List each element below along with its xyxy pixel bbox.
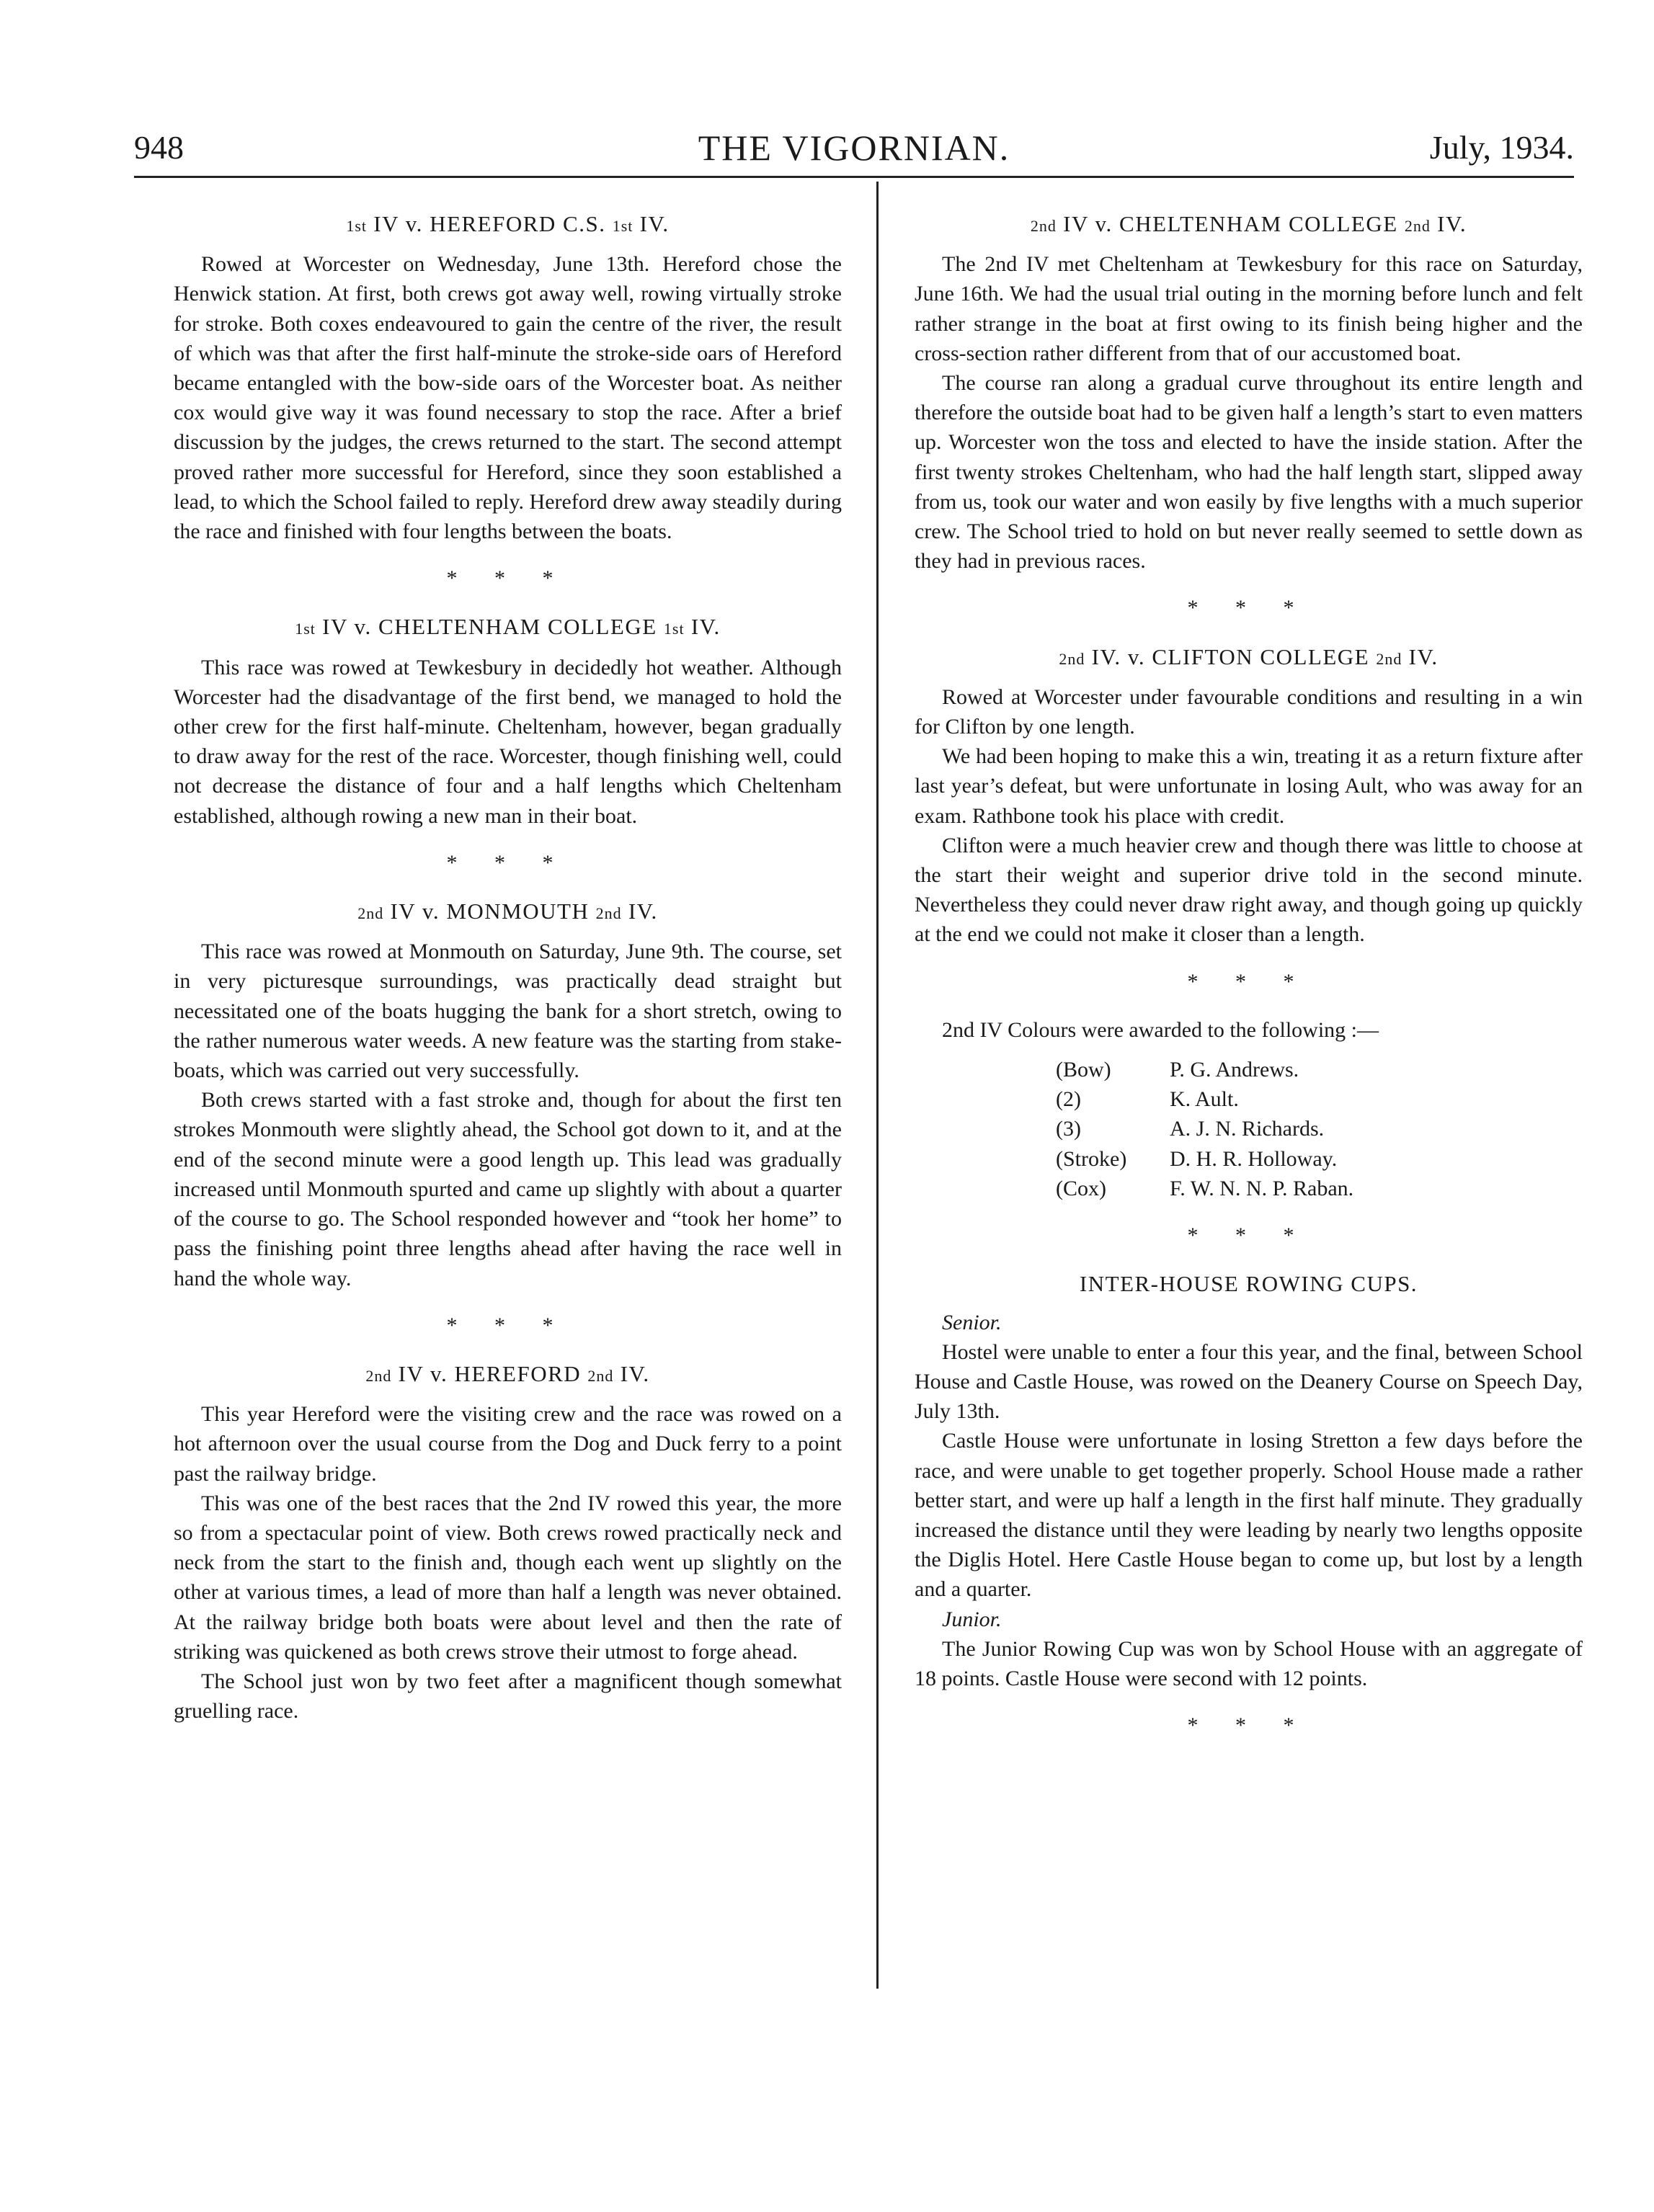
paragraph: This was one of the best races that the 2nd IV rowed this year, the more so from a spectacular point of view. Both crews rowed practically neck and neck from the start to the finish and, though each went up slightly on the other at various times, a lead of more than half a length was never obtained. At the railway bridge both boats were about level and then the rate of striking was quickened as both crews strove their utmost to forge ahead. — [174, 1491, 842, 1664]
crew-row — [1056, 1114, 1353, 1143]
section-separator: * * * — [1187, 1713, 1310, 1738]
paragraph: Rowed at Worcester on Wednesday, June 13th. Hereford chose the Henwick station. At first, both crews got away well, rowing virtually stroke for stroke. Both coxes endeavoured to gain the centre of the river, the result of which was that after the first half-minute the stroke-side oars of Hereford became entangled with the bow-side oars of the Worcester boat. As neither cox would give way it was found necessary to stop the race. After a brief discussion by the judges, the crews returned to the start. The second attempt proved rather more successful for Hereford, since they soon established a lead, to which the School failed to reply. Hereford drew away steadily during the race and finished with four lengths between the boats. — [174, 252, 842, 544]
section-separator: * * * — [1187, 596, 1310, 620]
crew-name: F. W. N. N. P. Raban. — [1170, 1176, 1354, 1200]
page-number: 948 — [134, 129, 184, 166]
section-separator: * * * — [1187, 1223, 1310, 1248]
section-separator: * * * — [446, 566, 569, 591]
crew-row — [1056, 1084, 1353, 1114]
crew-name: P. G. Andrews. — [1170, 1058, 1299, 1082]
crew-position: (2) — [1056, 1087, 1081, 1112]
colours-crew-list — [1056, 1055, 1353, 1203]
journal-title: THE VIGORNIAN. — [698, 128, 1010, 168]
paragraph: The Junior Rowing Cup was won by School House with an aggregate of 18 points. Castle House were second with 12 points. — [915, 1636, 1583, 1690]
section-heading: INTER-HOUSE ROWING CUPS. — [1079, 1271, 1418, 1297]
paragraph: The course ran along a gradual curve throughout its entire length and therefore the outside boat had to be given half a length’s start to even matters up. Worcester won the toss and elected to have the inside station. After the first twenty strokes Cheltenham, who had the half length start, slipped away from us, took our water and won easily by five lengths with a much superior crew. The School tried to hold on but never really seemed to settle down as they had in previous races. — [915, 371, 1583, 574]
paragraph: Rowed at Worcester under favourable conditions and resulting in a win for Clifton by one length. — [915, 684, 1583, 739]
paragraph: This race was rowed at Tewkesbury in decidedly hot weather. Although Worcester had the disadvantage of the first bend, we managed to hold the other crew for the first half-minute. Cheltenham, however, began gradually to draw away for the rest of the race. Worcester, though finishing well, could not decrease the distance of four and a half lengths which Cheltenham established, although rowing a new man in their boat. — [174, 655, 842, 828]
column-divider — [876, 182, 879, 1989]
crew-position: (Cox) — [1056, 1176, 1106, 1200]
paragraph: This year Hereford were the visiting crew and the race was rowed on a hot afternoon over the usual course from the Dog and Duck ferry to a point past the railway bridge. — [174, 1402, 842, 1486]
section-heading: 2nd IV. v. CLIFTON COLLEGE 2nd IV. — [1059, 643, 1439, 669]
crew-position: (Bow) — [1056, 1058, 1111, 1082]
section-heading: 2nd IV v. MONMOUTH 2nd IV. — [357, 898, 658, 924]
paragraph: The 2nd IV met Cheltenham at Tewkesbury for this race on Saturday, June 16th. We had the usual trial outing in the morning before lunch and felt rather strange in the boat at first owing to its finish being higher and the cross-section rather different from that of our accustomed boat. — [915, 252, 1583, 365]
crew-row — [1056, 1174, 1353, 1203]
section-separator: * * * — [446, 1313, 569, 1337]
paragraph: Castle House were unfortunate in losing Stretton a few days before the race, and were unable to get together properly. School House made a rather better start, and were up half a length in the first half minute. They gradually increased the distance until they were leading by nearly two lengths opposite the Diglis Hotel. Here Castle House began to come up, but lost by a length and a quarter. — [915, 1429, 1583, 1602]
header-rule — [134, 176, 1574, 178]
issue-date: July, 1934. — [1429, 129, 1574, 166]
paragraph: The School just won by two feet after a magnificent though somewhat gruelling race. — [174, 1669, 842, 1723]
crew-row — [1056, 1055, 1353, 1084]
section-separator: * * * — [446, 850, 569, 875]
section-heading: 2nd IV v. HEREFORD 2nd IV. — [365, 1360, 650, 1386]
section-heading: 1st IV v. HEREFORD C.S. 1st IV. — [346, 211, 670, 236]
page-header — [134, 121, 1574, 179]
section-separator: * * * — [1187, 969, 1310, 994]
junior-label: Junior. — [942, 1607, 1002, 1631]
paragraph: Clifton were a much heavier crew and though there was little to choose at the start their weight and superior drive told in the second minute. Nevertheless they could never draw right away, and though going up quickly at the end we could not make it closer than a length. — [915, 833, 1583, 947]
crew-name: K. Ault. — [1170, 1087, 1239, 1112]
paragraph: We had been hoping to make this a win, treating it as a return fixture after last year’s defeat, but were unfortunate in losing Ault, who was away for an exam. Rathbone took his place with credit. — [915, 744, 1583, 828]
right-column — [915, 209, 1583, 1759]
crew-position: (Stroke) — [1056, 1146, 1127, 1171]
paragraph: Both crews started with a fast stroke and, though for about the first ten strokes Monmouth were slightly ahead, the School got down to it, and at the end of the second minute were a good length up. This lead was gradually increased until Monmouth spurted and came up slightly with about a quarter of the course to go. The School responded however and “took her home” to pass the finishing point three lengths ahead after having the race well in hand the whole way. — [174, 1088, 842, 1290]
crew-name: A. J. N. Richards. — [1170, 1117, 1325, 1141]
paragraph: Hostel were unable to enter a four this year, and the final, between School House and Castle House, was rowed on the Deanery Course on Speech Day, July 13th. — [915, 1339, 1583, 1424]
senior-label: Senior. — [942, 1310, 1002, 1334]
crew-name: D. H. R. Holloway. — [1170, 1146, 1338, 1171]
crew-row — [1056, 1144, 1353, 1174]
section-heading: 2nd IV v. CHELTENHAM COLLEGE 2nd IV. — [1030, 211, 1467, 236]
crew-position: (3) — [1056, 1117, 1081, 1141]
left-column — [174, 209, 842, 1726]
colours-intro: 2nd IV Colours were awarded to the following :— — [942, 1017, 1379, 1042]
paragraph: This race was rowed at Monmouth on Saturday, June 9th. The course, set in very picturesque surroundings, was practically dead straight but necessitated one of the boats hugging the bank for a short stretch, owing to the rather numerous water weeds. A new feature was the starting from stake-boats, which was carried out very successfully. — [174, 940, 842, 1083]
section-heading: 1st IV v. CHELTENHAM COLLEGE 1st IV. — [295, 614, 721, 640]
